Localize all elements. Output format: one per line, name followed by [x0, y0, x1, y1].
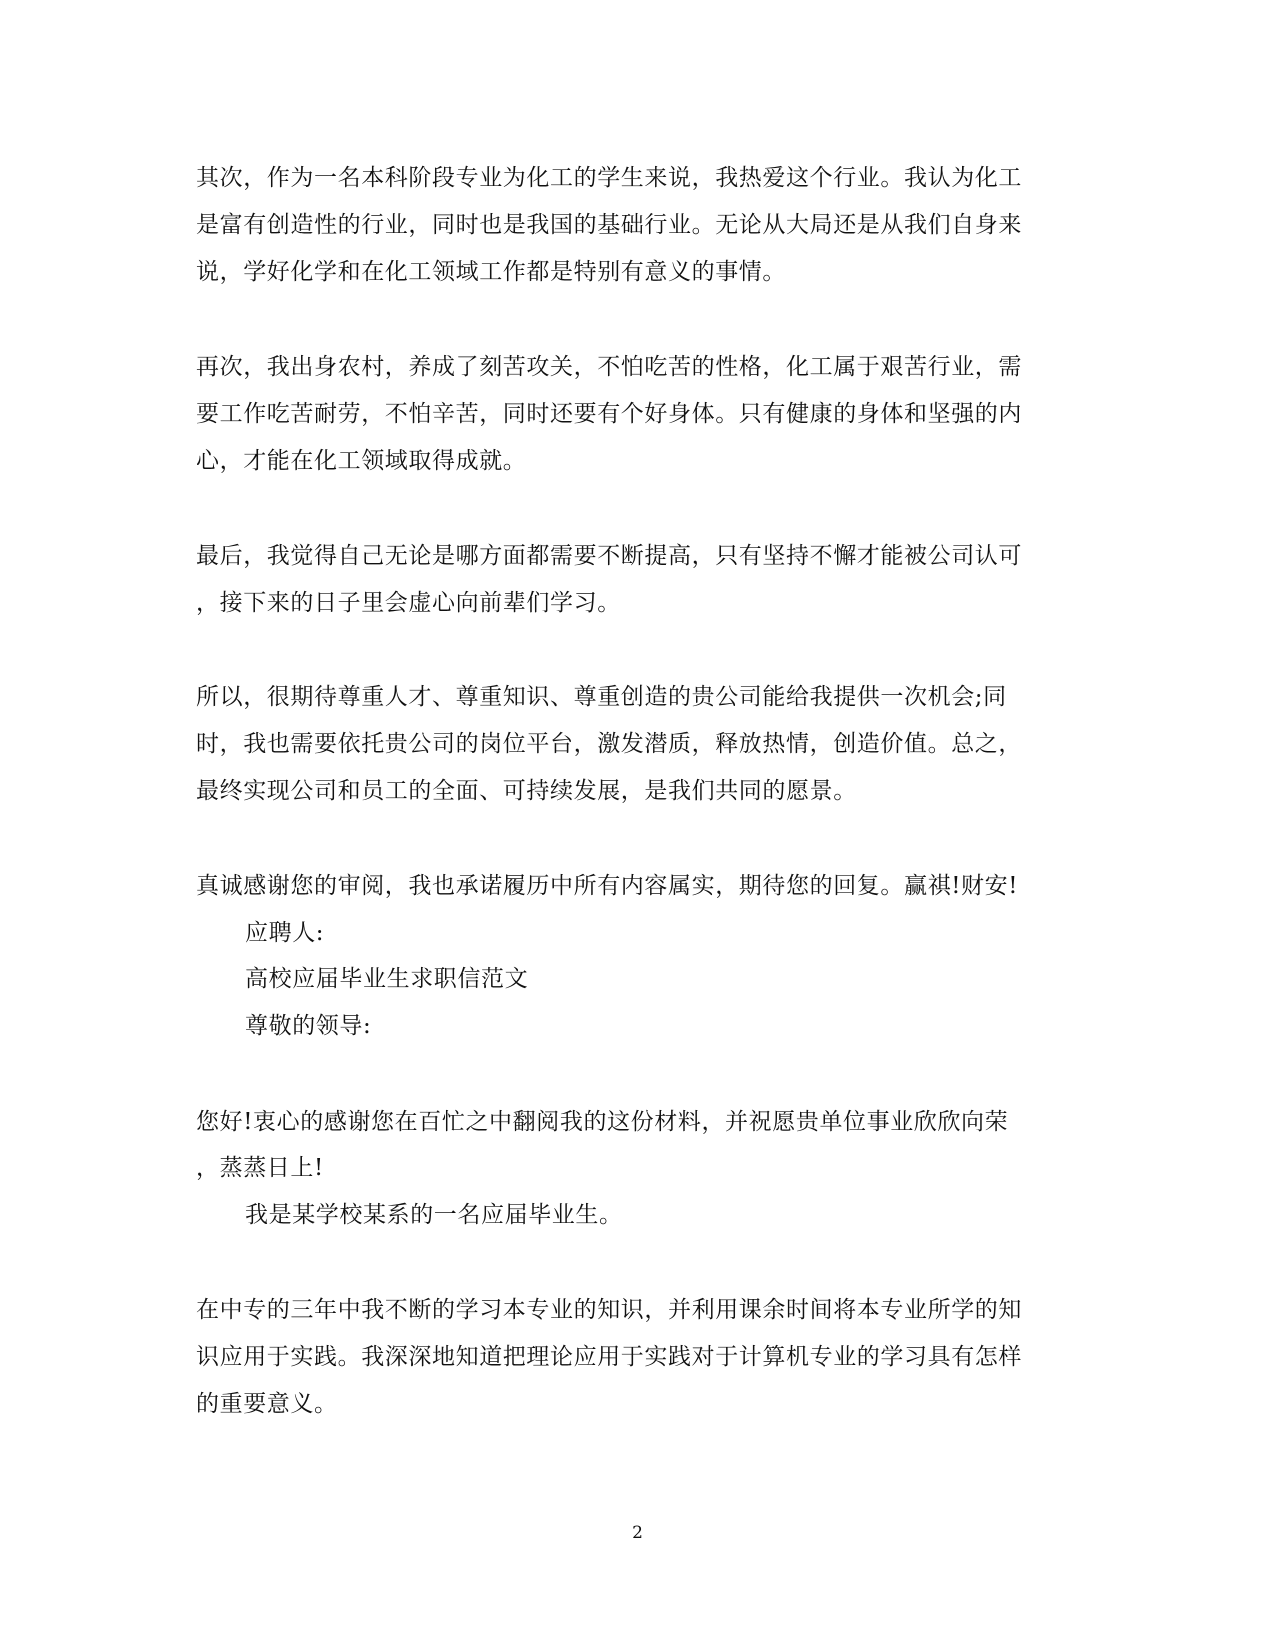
text-line: 最终实现公司和员工的全面、可持续发展，是我们共同的愿景。: [196, 778, 857, 804]
text-line: 的重要意义。: [196, 1391, 338, 1417]
text-line: 心，才能在化工领域取得成就。: [196, 448, 527, 474]
page-number: 2: [632, 1523, 643, 1543]
text-line: 您好!衷心的感谢您在百忙之中翻阅我的这份材料，并祝愿贵单位事业欣欣向荣: [196, 1109, 1009, 1135]
text-line: 再次，我出身农村，养成了刻苦攻关，不怕吃苦的性格，化工属于艰苦行业，需: [196, 354, 1022, 380]
text-line: ，蒸蒸日上!: [196, 1155, 324, 1181]
text-line: 其次，作为一名本科阶段专业为化工的学生来说，我热爱这个行业。我认为化工: [196, 165, 1022, 191]
text-line: 所以，很期待尊重人才、尊重知识、尊重创造的贵公司能给我提供一次机会;同: [196, 684, 1007, 710]
text-line: 是富有创造性的行业，同时也是我国的基础行业。无论从大局还是从我们自身来: [196, 212, 1022, 238]
text-line: 我是某学校某系的一名应届毕业生。: [245, 1202, 623, 1228]
text-line: 最后，我觉得自己无论是哪方面都需要不断提高，只有坚持不懈才能被公司认可: [196, 543, 1022, 569]
text-line: 要工作吃苦耐劳，不怕辛苦，同时还要有个好身体。只有健康的身体和坚强的内: [196, 401, 1022, 427]
signature-label: 应聘人:: [245, 920, 325, 946]
text-line: 在中专的三年中我不断的学习本专业的知识，并利用课余时间将本专业所学的知: [196, 1297, 1022, 1323]
text-line: ，接下来的日子里会虚心向前辈们学习。: [196, 590, 621, 616]
salutation: 尊敬的领导:: [245, 1013, 372, 1039]
text-line: 时，我也需要依托贵公司的岗位平台，激发潜质，释放热情，创造价值。总之，: [196, 731, 1022, 757]
section-title: 高校应届毕业生求职信范文: [245, 966, 529, 992]
text-line: 真诚感谢您的审阅，我也承诺履历中所有内容属实，期待您的回复。赢祺!财安!: [196, 873, 1019, 899]
text-line: 识应用于实践。我深深地知道把理论应用于实践对于计算机专业的学习具有怎样: [196, 1344, 1022, 1370]
text-line: 说，学好化学和在化工领域工作都是特别有意义的事情。: [196, 259, 786, 285]
